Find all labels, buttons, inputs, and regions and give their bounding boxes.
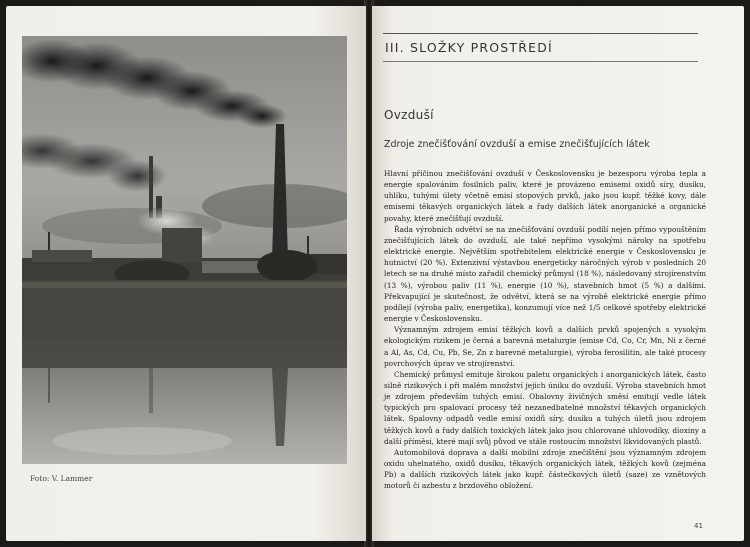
paragraph: Významným zdrojem emisí těžkých kovů a dalších prvků spojených s vysokým ekologickým rizikem je černá a barevná metalurgie (emise Cd, Co, Cr, Mn, Ni z černé a Al, As, Cd, Cu, Pb, Se, Zn z barevné metalurgie), výroba ferosilitin, ale také procesy povrchových úprav ve strojírenství. bbox=[384, 325, 706, 368]
chapter-title: III. SLOŽKY PROSTŘEDÍ bbox=[385, 40, 553, 55]
body-text bbox=[384, 168, 706, 492]
section-title: Ovzduší bbox=[384, 108, 434, 122]
page-number: 41 bbox=[694, 522, 703, 530]
paragraph: Automobilová doprava a další mobilní zdroje znečištění jsou významným zdrojem oxidu uhelnatého, oxidů dusíku, těkavých organických látek, těžkých kovů (zejména Pb) a dalších rizikových látek jako kupř. částečkových úletů (saze) ze vznětových motorů či azbestu z brzdového obložení. bbox=[384, 447, 706, 491]
chapter-bottom-rule bbox=[383, 61, 698, 62]
subsection-title: Zdroje znečišťování ovzduší a emise znečišťujících látek bbox=[384, 139, 650, 150]
paragraph: Hlavní příčinou znečišťování ovzduší v Československu je bezesporu výroba tepla a energie spalováním fosilních paliv, které je provázeno emisemi oxidů síry, dusíku, uhlíku, tuhými úlety včetně emisí stopových prvků, jako jsou kupř. těžké kovy, dále emisemi těkavých organických látek a řady dalších látek anorganické a organické povahy, které znečišťují ovzduší. bbox=[384, 169, 706, 223]
factory-chimneys-photo bbox=[22, 36, 347, 464]
paragraph: Chemický průmysl emituje širokou paletu organických i anorganických látek, často silně rizikových i při malém množství jejich úniku do ovzduší. Výroba stavebních hmot je zdrojem především tuhých emisí. Obalovny živičných směsí emitují vedle látek typických pro spalovací procesy též nezanedbatelné množství těkavých organických látek. Spalovny odpadů vedle emisí oxidů síry, dusíku a tuhých úletů jsou zdrojem těžkých kovů a řady dalších toxických látek jako jsou chlorované uhlovodíky, dioxiny a další příměsi, které mají svůj původ ve stále rostoucím množství likvidovaných plastů. bbox=[384, 369, 706, 446]
paragraph: Řada výrobních odvětví se na znečišťování ovzduší podílí nejen přímo vypouštěním znečišťujících látek do ovzduší, ale také nepřímo vysokými nároky na spotřebu elektrické energie. Největším spotřebitelem elektrické energie v Československu je hutnictví (20 %). Extenzivní výstavbou energeticky náročných výrob v posledních 20 letech se na druhé místo zařadil chemický průmysl (18 %), následovaný strojírenstvím (13 %), výrobou paliv (11 %), energie (10 %), stavebních hmot (5 %) a dalšími. Překvapující je skutečnost, že odvětví, která se na výrobě elektrické energie přímo podílejí (výroba paliv, energetika), konzumují více než 1/5 celkové spotřeby elektrické energie v Československu. bbox=[384, 224, 706, 324]
chapter-top-rule bbox=[383, 33, 698, 34]
photo-caption: Foto: V. Lammer bbox=[30, 474, 93, 483]
